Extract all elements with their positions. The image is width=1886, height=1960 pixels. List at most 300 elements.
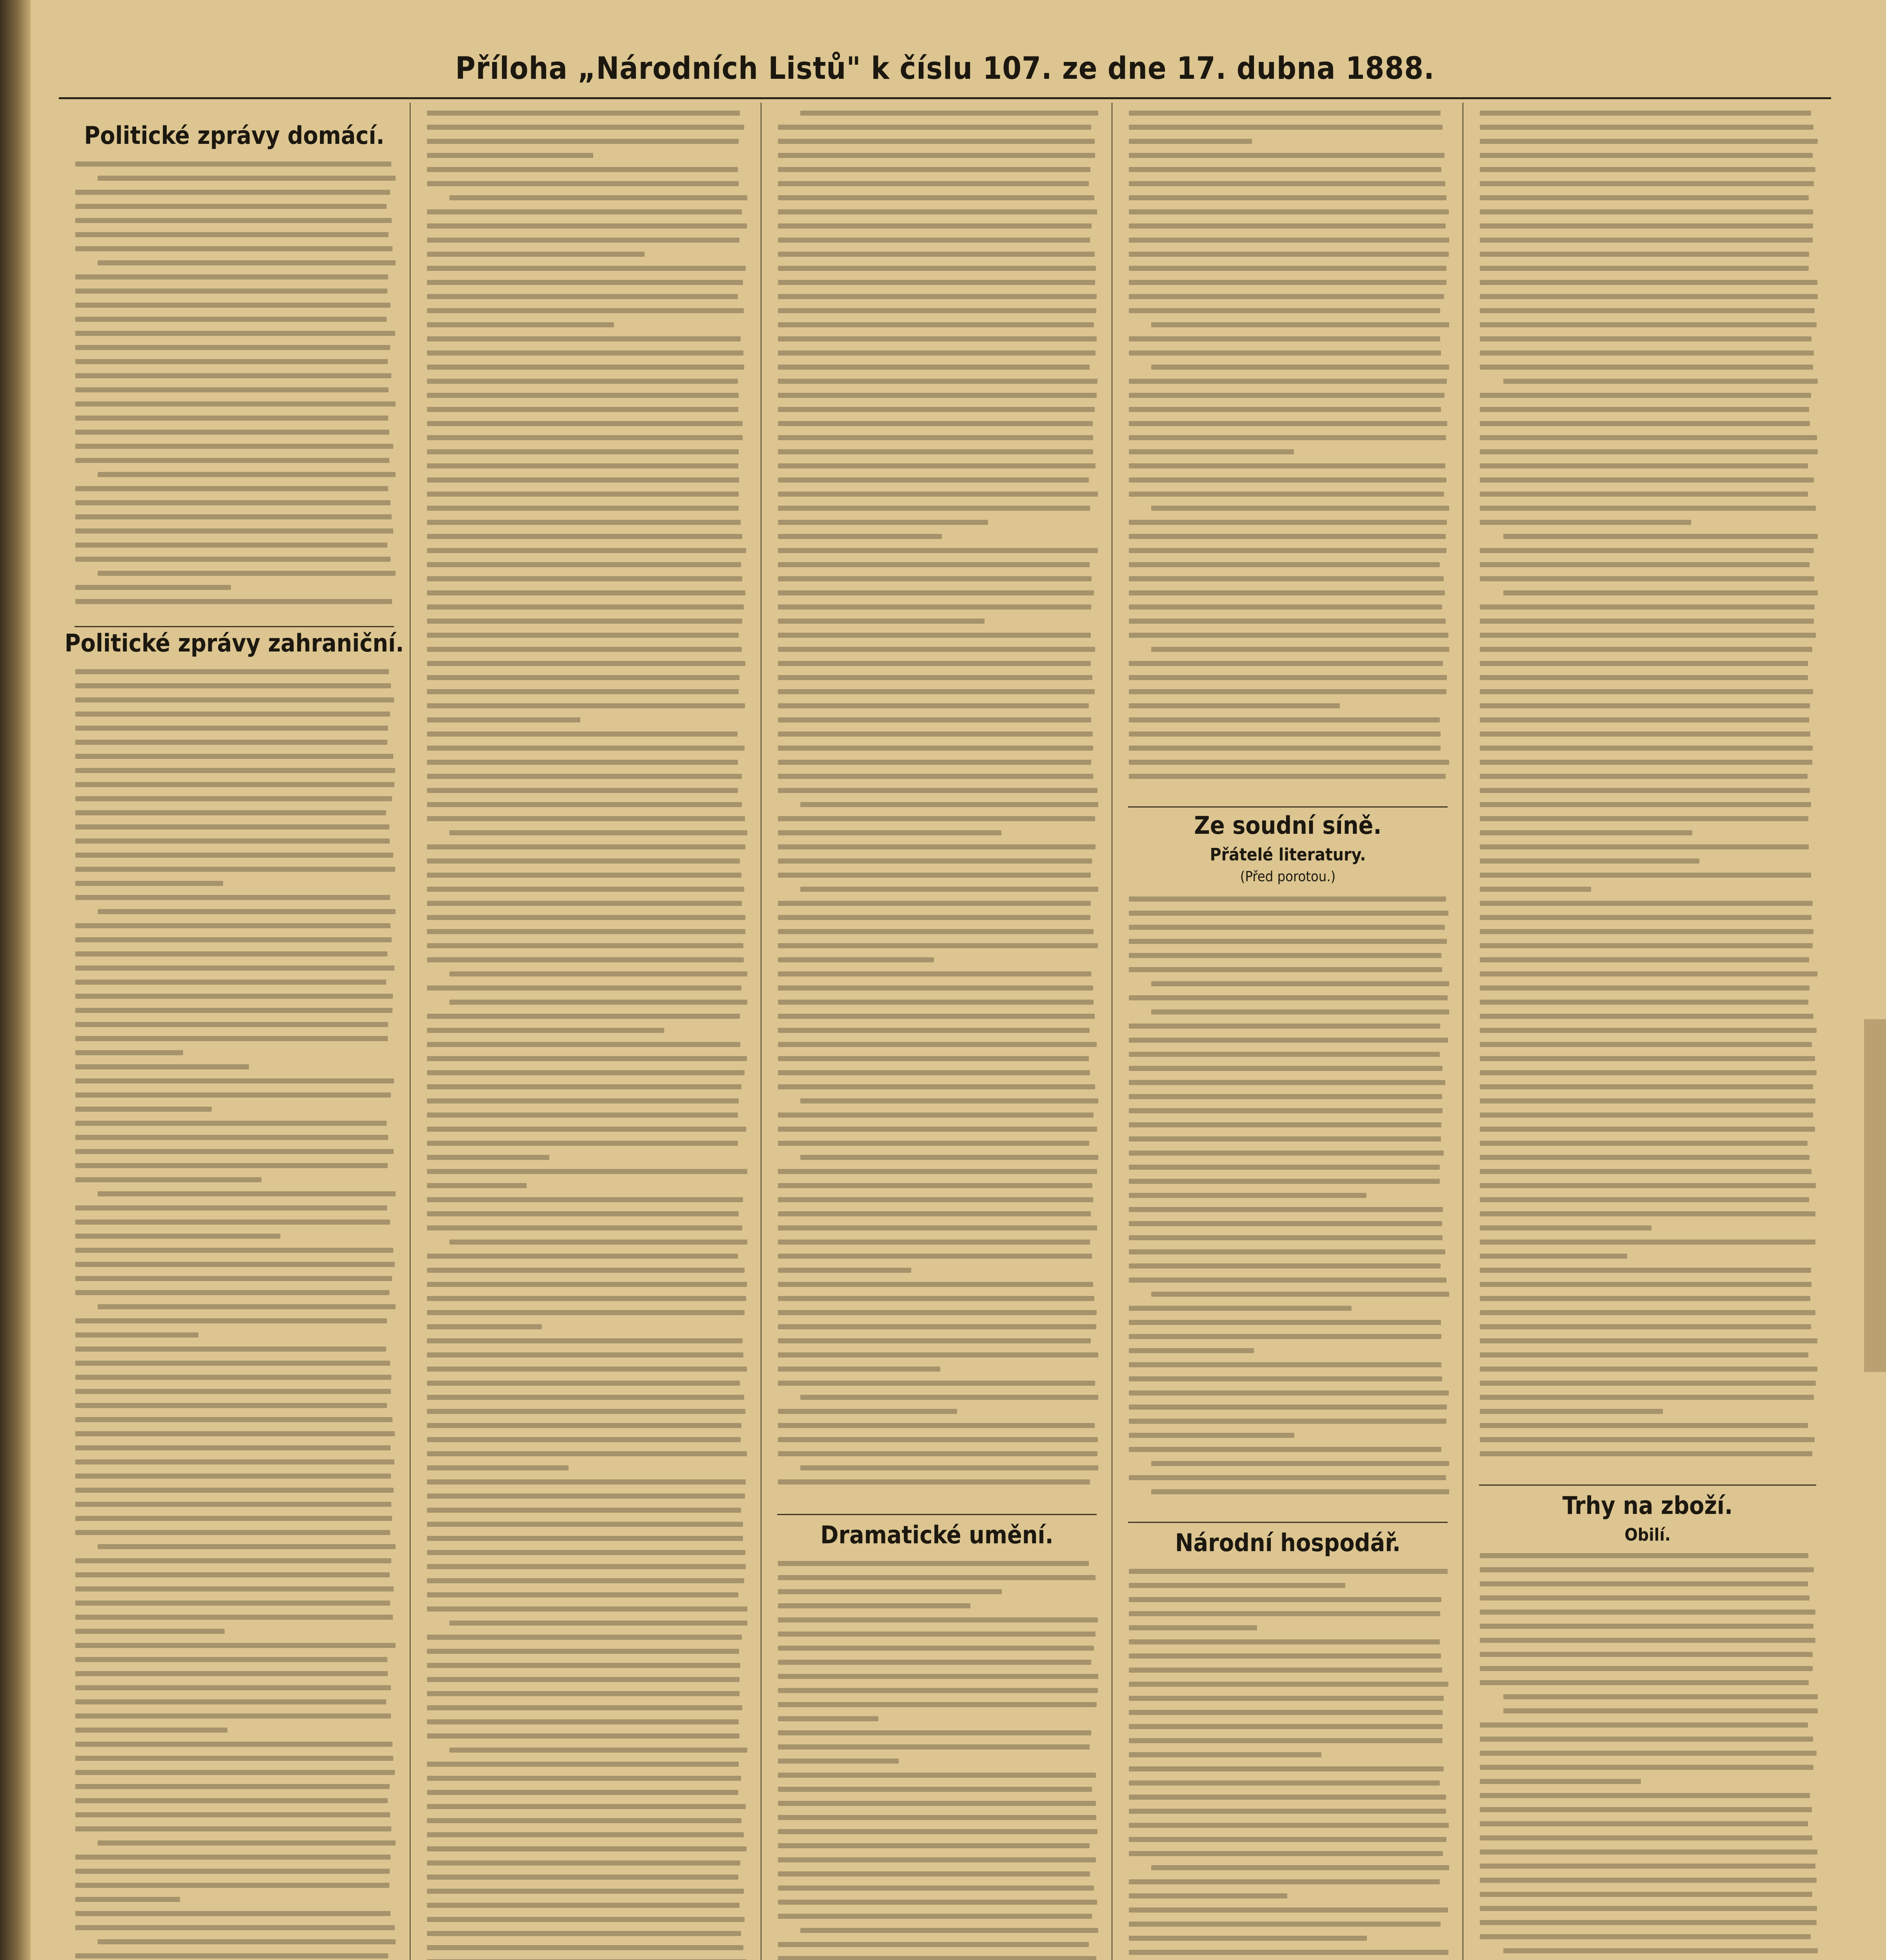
text-line	[1480, 1211, 1815, 1216]
text-line	[778, 1702, 1097, 1707]
text-line	[449, 1240, 747, 1245]
text-line	[75, 246, 392, 251]
text-line	[449, 971, 747, 976]
text-line	[1129, 760, 1449, 765]
text-line	[1129, 435, 1446, 440]
text-line	[427, 534, 742, 539]
text-line	[427, 1677, 740, 1682]
text-line	[427, 887, 744, 892]
text-line	[75, 1445, 391, 1450]
text-line	[1480, 943, 1813, 948]
text-line	[778, 633, 1091, 638]
text-line	[1129, 1569, 1448, 1574]
text-line	[75, 1699, 386, 1704]
text-line	[75, 232, 389, 237]
text-line	[778, 1632, 1096, 1637]
text-line	[778, 1479, 1090, 1485]
text-line	[800, 802, 1098, 807]
text-line	[1503, 379, 1818, 384]
text-line	[427, 308, 744, 313]
text-line	[1129, 477, 1446, 483]
text-line	[1480, 506, 1816, 511]
text-line	[778, 1084, 1095, 1089]
text-line	[75, 1050, 183, 1055]
text-line	[427, 1719, 739, 1724]
text-block	[1129, 111, 1449, 800]
text-line	[1503, 1708, 1818, 1713]
text-line	[778, 1423, 1095, 1428]
text-line	[98, 1304, 396, 1309]
text-line	[75, 881, 223, 886]
text-line	[1480, 576, 1814, 581]
text-line	[75, 980, 386, 985]
text-line	[427, 760, 738, 765]
text-line	[778, 971, 1091, 976]
text-line	[1129, 1433, 1294, 1438]
text-line	[427, 548, 746, 553]
text-line	[1480, 1056, 1815, 1061]
text-line	[778, 153, 1095, 158]
text-line	[75, 1135, 388, 1140]
text-line	[427, 1098, 739, 1103]
text-line	[98, 472, 396, 477]
text-line	[75, 1558, 391, 1563]
text-line	[1480, 1367, 1817, 1372]
text-line	[427, 477, 739, 483]
text-line	[75, 1742, 392, 1747]
text-line	[778, 1127, 1097, 1132]
text-line	[1129, 1052, 1440, 1057]
text-line	[1480, 1666, 1813, 1671]
text-line	[427, 675, 740, 680]
text-line	[1129, 1597, 1441, 1602]
text-line	[427, 1564, 746, 1569]
text-line	[778, 492, 1098, 497]
text-line	[1129, 1724, 1443, 1729]
text-line	[1480, 1098, 1815, 1103]
text-line	[75, 204, 387, 209]
text-line	[75, 1953, 388, 1958]
text-line	[778, 985, 1093, 991]
text-line	[75, 1516, 392, 1521]
text-line	[1480, 1296, 1810, 1301]
text-line	[1480, 604, 1815, 610]
text-line	[427, 1846, 747, 1851]
text-line	[1129, 294, 1444, 299]
text-line	[427, 209, 742, 214]
text-line	[427, 1437, 741, 1442]
heading-court-sub: Přátelé literatury.	[1210, 845, 1366, 865]
text-line	[778, 816, 1095, 821]
text-line	[1129, 1038, 1448, 1043]
text-line	[1129, 619, 1446, 624]
text-line	[778, 1056, 1089, 1061]
text-line	[1480, 746, 1813, 751]
text-line	[1480, 1437, 1815, 1442]
text-line	[1151, 1461, 1449, 1466]
text-line	[778, 1225, 1097, 1230]
text-line	[1480, 421, 1810, 426]
text-line	[75, 1770, 395, 1775]
text-line	[778, 1437, 1098, 1442]
text-line	[1151, 1865, 1449, 1870]
text-line	[98, 1544, 396, 1549]
text-line	[1129, 1696, 1444, 1701]
text-line	[75, 274, 388, 279]
text-line	[427, 661, 745, 666]
text-line	[75, 1474, 391, 1479]
text-line	[427, 1649, 739, 1654]
text-line	[1129, 1710, 1443, 1715]
text-line	[1480, 407, 1809, 412]
text-line	[778, 238, 1090, 243]
binding-spine	[0, 0, 31, 1960]
masthead: Příloha „Národních Listů" k číslu 107. ze dne 17. dubna 1888.	[455, 51, 1435, 86]
text-line	[75, 810, 386, 815]
text-line	[1480, 1268, 1811, 1273]
text-line	[75, 1925, 395, 1930]
text-line	[778, 1843, 1090, 1848]
text-line	[427, 463, 738, 468]
text-line	[1129, 1207, 1443, 1212]
text-line	[98, 1939, 396, 1944]
text-line	[800, 1928, 1098, 1933]
text-line	[1129, 520, 1447, 525]
text-line	[778, 1857, 1096, 1862]
text-line	[1129, 1320, 1441, 1325]
text-line	[75, 923, 391, 928]
text-line	[427, 266, 746, 271]
text-line	[427, 153, 593, 158]
text-line	[427, 717, 580, 722]
text-line	[1129, 1235, 1443, 1240]
text-line	[427, 590, 745, 595]
text-line	[427, 1663, 740, 1668]
text-line	[1480, 463, 1808, 468]
text-line	[1480, 1765, 1813, 1770]
text-line	[1480, 125, 1813, 130]
exchange-tables	[1480, 111, 1818, 1471]
text-line	[427, 252, 645, 257]
text-line	[75, 1121, 387, 1126]
text-line	[778, 1603, 970, 1608]
text-line	[778, 449, 1093, 454]
text-line	[778, 1014, 1095, 1019]
text-line	[427, 1451, 747, 1456]
section-divider	[1128, 1522, 1448, 1523]
text-line	[427, 1536, 743, 1541]
text-line	[75, 1234, 280, 1239]
text-line	[449, 195, 747, 200]
text-line	[1129, 280, 1446, 285]
text-line	[427, 802, 742, 807]
text-line	[778, 1674, 1098, 1679]
text-line	[1480, 1793, 1810, 1798]
text-line	[778, 703, 1089, 708]
text-line	[1129, 1334, 1441, 1339]
text-line	[75, 1036, 388, 1041]
text-line	[1480, 1864, 1815, 1869]
text-block	[1129, 1569, 1449, 1960]
text-line	[427, 604, 744, 610]
text-line	[1480, 703, 1810, 708]
text-line	[1129, 336, 1440, 341]
text-line	[427, 1056, 747, 1061]
text-line	[427, 365, 744, 370]
text-line	[1480, 633, 1816, 638]
text-line	[778, 280, 1095, 285]
text-line	[800, 111, 1098, 116]
text-line	[427, 873, 741, 878]
text-line	[75, 1883, 389, 1888]
heading-economy: Národní hospodář.	[1175, 1528, 1401, 1557]
text-line	[1480, 336, 1812, 341]
text-line	[800, 1098, 1098, 1103]
heading-foreign-news: Politické zprávy zahraniční.	[64, 629, 404, 657]
text-line	[98, 571, 396, 576]
text-line	[75, 1869, 390, 1874]
text-line	[427, 1254, 738, 1259]
text-line	[778, 1352, 1098, 1357]
text-line	[1129, 1639, 1440, 1644]
text-line	[427, 1917, 745, 1922]
text-line	[75, 1911, 391, 1916]
text-line	[427, 238, 740, 243]
text-line	[1129, 604, 1442, 610]
text-line	[1129, 911, 1448, 916]
text-line	[778, 661, 1091, 666]
text-line	[800, 1465, 1098, 1470]
text-line	[1129, 1024, 1440, 1029]
text-line	[1129, 1922, 1441, 1927]
text-line	[778, 1829, 1097, 1834]
text-line	[427, 1183, 527, 1188]
text-line	[1129, 1136, 1441, 1142]
text-line	[778, 1815, 1096, 1820]
text-line	[1151, 506, 1449, 511]
text-line	[75, 754, 393, 759]
text-line	[75, 1361, 390, 1366]
text-line	[778, 1914, 1092, 1919]
text-line	[1129, 953, 1441, 958]
text-line	[1129, 463, 1445, 468]
text-line	[98, 260, 396, 265]
text-line	[1129, 1122, 1441, 1127]
text-line	[427, 520, 741, 525]
text-line	[75, 824, 389, 829]
text-line	[1129, 111, 1441, 116]
text-line	[778, 604, 1091, 610]
text-line	[75, 853, 393, 858]
text-line	[1129, 492, 1444, 497]
text-line	[75, 528, 393, 534]
text-line	[1129, 1221, 1442, 1226]
text-line	[427, 1550, 745, 1555]
text-line	[1480, 1821, 1808, 1826]
text-line	[1129, 1837, 1446, 1842]
text-line	[427, 407, 738, 412]
text-line	[427, 280, 743, 285]
text-line	[427, 576, 742, 581]
text-line	[1129, 1738, 1443, 1743]
text-line	[778, 308, 1096, 313]
text-line	[75, 1022, 388, 1027]
text-line	[1129, 590, 1445, 595]
text-line	[778, 1112, 1094, 1118]
text-line	[1480, 280, 1817, 285]
text-line	[778, 1688, 1098, 1693]
text-line	[778, 590, 1094, 595]
text-line	[778, 181, 1089, 186]
text-line	[427, 1423, 741, 1428]
text-line	[75, 1177, 262, 1182]
text-line	[778, 1871, 1090, 1877]
text-line	[1480, 1169, 1812, 1174]
text-line	[778, 1070, 1090, 1075]
text-line	[1129, 393, 1444, 398]
text-line	[75, 416, 388, 421]
text-line	[778, 209, 1097, 214]
text-line	[778, 1282, 1093, 1287]
text-line	[1129, 967, 1442, 972]
text-line	[75, 303, 391, 308]
text-line	[1480, 647, 1812, 652]
text-line	[427, 1776, 741, 1781]
text-line	[427, 1522, 743, 1527]
text-line	[778, 167, 1090, 172]
text-line	[1503, 1948, 1818, 1953]
text-line	[1129, 1193, 1366, 1198]
text-line	[75, 711, 390, 717]
text-line	[778, 1646, 1094, 1651]
text-line	[1480, 1042, 1812, 1047]
text-line	[75, 317, 387, 322]
text-line	[75, 430, 389, 435]
text-line	[778, 1801, 1096, 1806]
text-line	[778, 548, 1098, 553]
text-line	[1480, 731, 1810, 737]
column-4	[1112, 103, 1463, 1960]
text-line	[427, 1268, 745, 1273]
text-line	[1129, 925, 1445, 930]
text-line	[1129, 223, 1446, 229]
text-line	[427, 1169, 747, 1174]
text-line	[1129, 1165, 1440, 1170]
text-line	[427, 1409, 745, 1414]
text-line	[75, 1756, 393, 1761]
paper-stain	[1864, 1019, 1886, 1372]
text-line	[75, 1107, 212, 1112]
text-line	[75, 1601, 390, 1606]
text-line	[75, 1897, 180, 1902]
text-line	[1480, 520, 1691, 525]
text-line	[98, 176, 396, 181]
text-line	[778, 477, 1089, 483]
text-line	[1480, 365, 1813, 370]
text-line	[1129, 1108, 1443, 1113]
text-line	[778, 1956, 1096, 1960]
text-line	[75, 1417, 392, 1422]
text-line	[1480, 619, 1814, 624]
text-line	[75, 585, 231, 590]
text-line	[427, 1367, 747, 1372]
text-line	[1480, 492, 1808, 497]
text-line	[1480, 971, 1817, 976]
text-line	[427, 1465, 569, 1470]
text-line	[75, 937, 392, 942]
text-line	[75, 345, 390, 350]
text-line	[427, 125, 744, 130]
text-line	[1129, 1907, 1448, 1913]
text-line	[778, 336, 1097, 341]
text-line	[1129, 1419, 1446, 1424]
text-line	[427, 139, 739, 144]
text-line	[1480, 1652, 1813, 1657]
text-line	[778, 1310, 1097, 1315]
text-line	[778, 1324, 1096, 1329]
text-line	[1480, 1409, 1663, 1414]
text-line	[1129, 209, 1449, 214]
text-line	[1129, 689, 1446, 694]
text-line	[1480, 1934, 1811, 1939]
text-line	[75, 1064, 249, 1069]
text-line	[778, 1942, 1089, 1947]
text-line	[1480, 1624, 1813, 1629]
text-line	[1480, 901, 1813, 906]
text-line	[449, 1000, 747, 1005]
text-line	[1480, 548, 1814, 553]
text-line	[427, 1028, 664, 1033]
text-line	[1480, 209, 1813, 214]
text-line	[1151, 647, 1449, 652]
text-line	[1129, 1851, 1443, 1856]
text-line	[1129, 266, 1446, 271]
text-line	[1480, 252, 1809, 257]
text-line	[778, 1575, 1096, 1580]
text-line	[1129, 1306, 1352, 1311]
text-line	[75, 401, 396, 407]
text-line	[778, 252, 1095, 257]
text-line	[427, 746, 745, 751]
text-line	[427, 435, 743, 440]
text-line	[427, 1635, 742, 1640]
text-line	[427, 492, 739, 497]
text-line	[778, 1211, 1091, 1216]
text-line	[1480, 1807, 1812, 1812]
text-line	[1480, 435, 1817, 440]
text-line	[427, 322, 614, 327]
text-block	[75, 162, 396, 624]
text-line	[1129, 252, 1449, 257]
text-line	[778, 365, 1090, 370]
text-line	[427, 223, 747, 229]
text-line	[427, 1790, 738, 1795]
text-line	[778, 1381, 1095, 1386]
text-line	[1480, 929, 1813, 934]
text-line	[778, 223, 1092, 229]
text-line	[778, 562, 1090, 567]
text-line	[427, 1310, 745, 1315]
text-line	[75, 1149, 394, 1154]
text-line	[75, 1347, 386, 1352]
text-line	[778, 1759, 899, 1764]
text-line	[778, 322, 1094, 327]
text-line	[1480, 1423, 1808, 1428]
text-line	[778, 731, 1093, 737]
text-line	[1129, 1766, 1444, 1771]
text-line	[427, 1070, 745, 1075]
text-line	[75, 1403, 387, 1408]
